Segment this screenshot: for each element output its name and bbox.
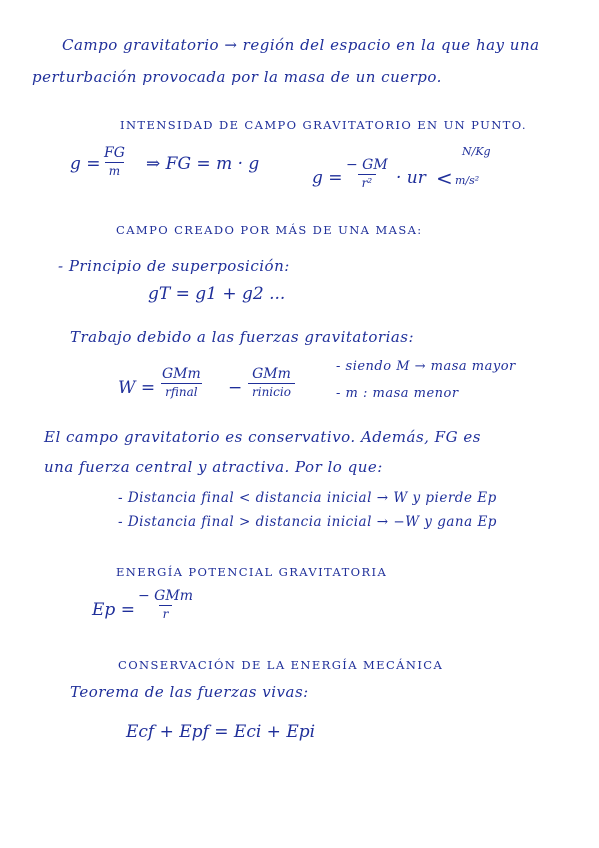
work-fraction-1 — [158, 366, 205, 399]
work-denominator-1: rfinal — [161, 383, 201, 399]
intro-line-1: Campo gravitatorio → región del espacio en la que hay una — [62, 36, 540, 54]
ep-numerator: − GMm — [138, 588, 193, 604]
work-minus: − — [228, 378, 243, 398]
field-line-2: una fuerza central y atractiva. Por lo que: — [44, 458, 383, 476]
eq1-rhs: ⇒ FG = m · g — [146, 154, 260, 174]
work-lhs: W = — [118, 378, 156, 398]
heading-energy-conservation: CONSERVACIÓN DE LA ENERGÍA MECÁNICA — [118, 658, 444, 672]
work-numerator-2: GMm — [252, 366, 291, 382]
heading-multiple-masses: CAMPO CREADO POR MÁS DE UNA MASA: — [116, 223, 423, 237]
work-note-1: - siendo M → masa mayor — [336, 359, 516, 374]
field-line-1: El campo gravitatorio es conservativo. Además, FG es — [44, 428, 481, 446]
work-denominator-2: rinicio — [248, 383, 295, 399]
bullet-1: - Distancia final < distancia inicial → W y pierde Ep — [118, 490, 497, 506]
eq1-fraction — [100, 145, 129, 178]
theorem-equation: Ecf + Epf = Eci + Epi — [126, 722, 316, 742]
superposition-label: - Principio de superposición: — [58, 257, 290, 275]
heading-potential-energy: ENERGÍA POTENCIAL GRAVITATORIA — [116, 565, 388, 579]
bullet-2: - Distancia final > distancia inicial → −W y gana Ep — [118, 514, 497, 530]
intro-line-2: perturbación provocada por la masa de un cuerpo. — [32, 68, 442, 86]
work-note-2: - m : masa menor — [336, 386, 459, 401]
eq2-denominator: r² — [358, 174, 377, 190]
work-fraction-2 — [248, 366, 295, 399]
eq2-tail: · ur — [396, 168, 426, 188]
ep-fraction — [134, 588, 197, 621]
ep-lhs: Ep = — [92, 600, 135, 620]
eq2-unit-1: N/Kg — [462, 145, 491, 158]
work-numerator-1: GMm — [162, 366, 201, 382]
eq2-numerator: − GM — [346, 157, 388, 173]
eq2-lhs: g = — [312, 168, 343, 188]
superposition-equation: gT = g1 + g2 ... — [148, 284, 286, 304]
eq1-numerator: FG — [104, 145, 125, 161]
eq1-lhs: g = — [70, 154, 101, 174]
eq2-fraction — [342, 157, 392, 190]
work-title: Trabajo debido a las fuerzas gravitatorias: — [70, 328, 415, 346]
ep-denominator: r — [159, 605, 173, 621]
unit-bracket: < — [436, 166, 453, 190]
heading-intensity: INTENSIDAD DE CAMPO GRAVITATORIO EN UN PUNTO. — [120, 118, 527, 132]
eq2-unit-2: m/s² — [455, 174, 480, 187]
theorem-label: Teorema de las fuerzas vivas: — [70, 683, 309, 701]
eq1-denominator: m — [105, 162, 124, 178]
